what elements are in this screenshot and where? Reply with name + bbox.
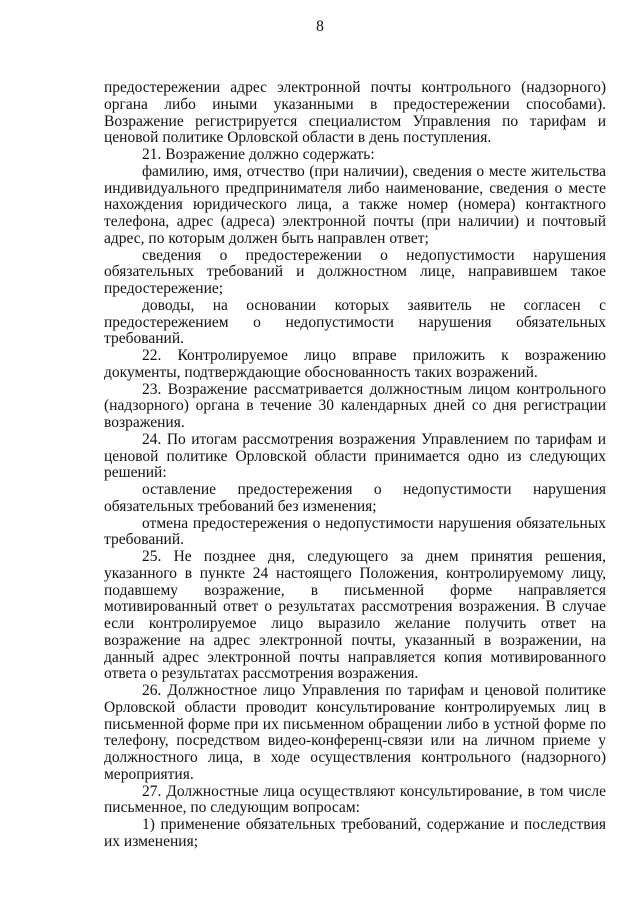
paragraph: 27. Должностные лица осуществляют консультирование, в том числе письменное, по следующим вопросам: xyxy=(104,782,606,817)
paragraph: 23. Возражение рассматривается должностным лицом контрольного (надзорного) органа в течение 30 календарных дней со дня регистрации возражения. xyxy=(104,380,606,431)
paragraph: фамилию, имя, отчество (при наличии), сведения о месте жительства индивидуального предпринимателя либо наименование, сведения о месте нахождения юридического лица, а также номер (номера) контактного телефона, адрес (адреса) электронной почты (при наличии) и почтовый адрес, по которым должен быть направлен ответ; xyxy=(104,162,606,247)
paragraph: сведения о предостережении о недопустимости нарушения обязательных требований и должностном лице, направившем такое предостережение; xyxy=(104,246,606,297)
paragraph: предостережении адрес электронной почты контрольного (надзорного) органа либо иными указанными в предостережении способами). Возражение регистрируется специалистом Управления по тарифам и ценовой политике Орловской области в день поступления. xyxy=(104,79,606,147)
paragraph: 22. Контролируемое лицо вправе приложить к возражению документы, подтверждающие обоснованность таких возражений. xyxy=(104,347,606,381)
document-body xyxy=(104,80,606,851)
paragraph: оставление предостережения о недопустимости нарушения обязательных требований без изменения; xyxy=(104,481,606,515)
paragraph: отмена предостережения о недопустимости нарушения обязательных требований. xyxy=(104,514,606,549)
paragraph: 26. Должностное лицо Управления по тарифам и ценовой политике Орловской области проводит консультирование контролируемых лиц в письменной форме при их письменном обращении либо в устной форме по телефону, посредством видео-конференц-связи или на личном приеме у должностного лица, в ходе осуществления контрольного (надзорного) мероприятия. xyxy=(104,682,606,783)
paragraph: 24. По итогам рассмотрения возражения Управлением по тарифам и ценовой политике Орловской области принимается одно из следующих решений: xyxy=(104,430,606,482)
paragraph: 25. Не позднее дня, следующего за днем принятия решения, указанного в пункте 24 настоящего Положения, контролируемому лицу, подавшему возражение, в письменной форме направляется мотивированный ответ о результатах рассмотрения возражения. В случае если контролируемое лицо выразило желание получить ответ на возражение на адрес электронной почты, указанный в возражении, на данный адрес электронной почты направляется копия мотивированного ответа о результатах рассмотрения возражения. xyxy=(104,548,606,683)
paragraph: 21. Возражение должно содержать: xyxy=(142,146,375,163)
page-number: 8 xyxy=(316,18,324,35)
paragraph: 1) применение обязательных требований, содержание и последствия их изменения; xyxy=(104,816,606,850)
paragraph: доводы, на основании которых заявитель не согласен с предостережением о недопустимости нарушения обязательных требований. xyxy=(104,296,606,348)
